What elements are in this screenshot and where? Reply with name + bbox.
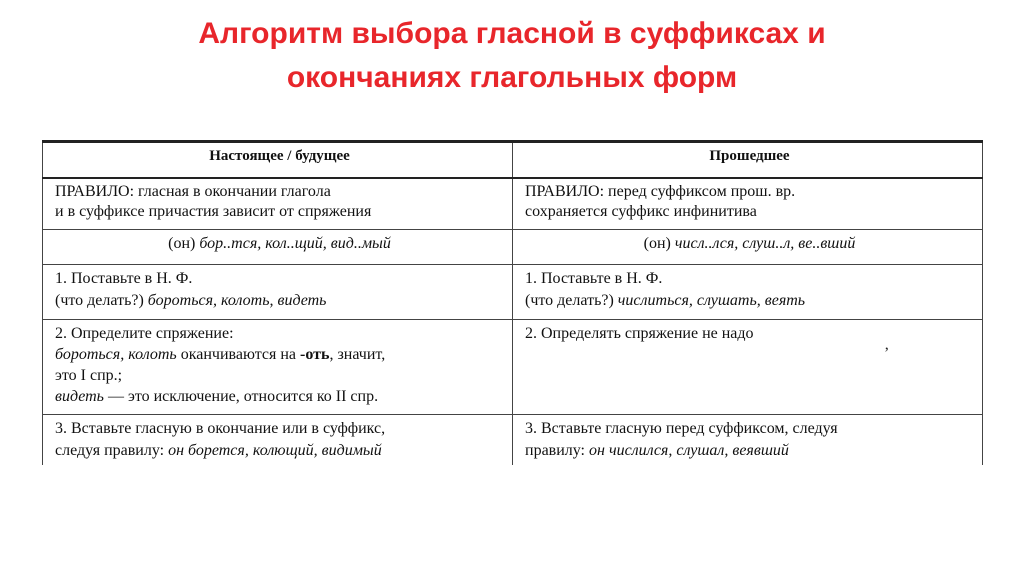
step2-present-line3: это I спр.; [55,367,123,384]
header-present: Настоящее / будущее [43,142,513,179]
step3-past-words: он числился, слушал, веявший [589,442,789,459]
rule-past-line1: ПРАВИЛО: перед суффиксом прош. вр. [525,183,796,200]
table-header-row [43,142,983,179]
examples-present-prefix: (он) [168,235,200,252]
rule-present-line2: и в суффиксе причастия зависит от спряжения [55,203,372,220]
table-row-step2 [43,320,983,415]
step2-present-text-b: , значит, [329,346,386,363]
step3-present-words: он борется, колющий, видимый [168,442,382,459]
step1-past-question: (что делать?) [525,292,618,309]
cell-step3-past [513,415,983,466]
step3-present-prefix: следуя правилу: [55,442,169,459]
rule-past-line2: сохраняется суффикс инфинитива [525,203,757,220]
step2-present-line1: 2. Определите спряжение: [55,325,234,342]
step2-present-line2 [55,344,504,365]
cell-step1-past [513,265,983,320]
step3-present-line2 [55,440,504,462]
step1-present-question: (что делать?) [55,292,148,309]
cell-examples-past [513,230,983,265]
step1-present-words: бороться, колоть, видеть [147,292,327,309]
header-past: Прошедшее [513,142,983,179]
examples-past-words: числ..лся, слуш..л, ве..вший [674,235,856,252]
step2-present-text-c: — это исключение, относится ко II спр. [103,388,379,405]
stray-mark: ʼ [884,345,890,362]
step2-present-text-a: оканчиваются на [176,346,301,363]
cell-step2-present [43,320,513,415]
title-line-1: Алгоритм выбора гласной в суффиксах и [198,17,826,50]
step2-present-line4 [55,386,504,407]
cell-step3-present [43,415,513,466]
step1-past-line1: 1. Поставьте в Н. Ф. [525,270,663,287]
cell-examples-present [43,230,513,265]
table-row-step3 [43,415,983,466]
cell-step1-present [43,265,513,320]
cell-step2-past [513,320,983,415]
examples-present-words: бор..тся, кол..щий, вид..мый [199,235,391,252]
step3-present-line1: 3. Вставьте гласную в окончание или в суффикс, [55,420,386,437]
cell-rule-present [43,178,513,230]
rules-table [42,140,983,465]
step1-past-line2 [525,290,974,312]
title-line-2: окончаниях глагольных форм [286,61,738,94]
step2-present-ending: -оть [300,346,330,363]
table-row-rule [43,178,983,230]
step2-past-line1: 2. Определять спряжение не надо [525,325,754,342]
examples-past-prefix: (он) [643,235,675,252]
table-row-step1 [43,265,983,320]
step1-present-line2 [55,290,504,312]
step2-present-word-c: видеть [55,388,104,405]
step1-present-line1: 1. Поставьте в Н. Ф. [55,270,193,287]
table-row-examples [43,230,983,265]
rule-present-line1: ПРАВИЛО: гласная в окончании глагола [55,183,331,200]
slide-title [0,12,1024,100]
step3-past-line1: 3. Вставьте гласную перед суффиксом, следуя [525,420,838,437]
step3-past-prefix: правилу: [525,442,589,459]
step1-past-words: числиться, слушать, веять [617,292,806,309]
cell-rule-past [513,178,983,230]
step3-past-line2 [525,440,974,462]
step2-present-words-a: бороться, колоть [55,346,177,363]
